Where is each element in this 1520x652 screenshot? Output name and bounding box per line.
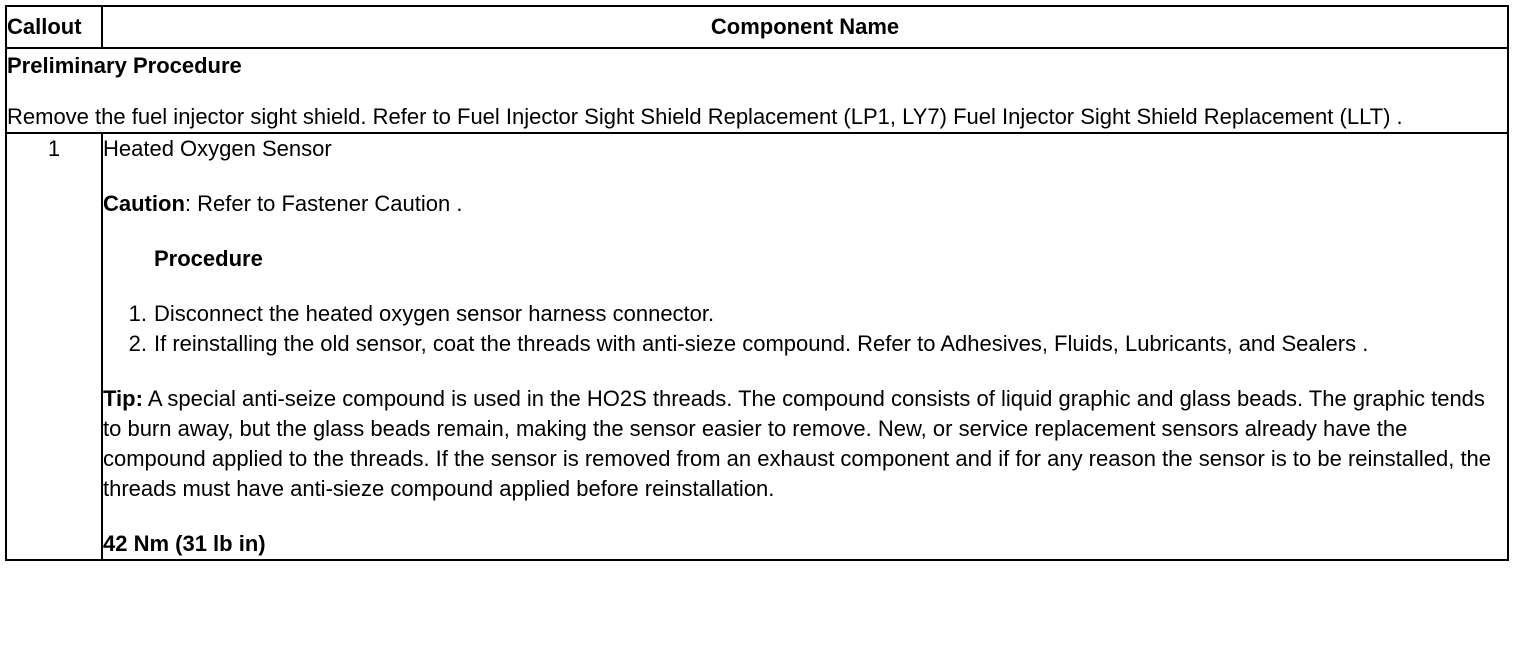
table-header-row <box>6 6 1508 48</box>
procedure-steps <box>103 299 1507 359</box>
step-number: 2. <box>128 331 147 356</box>
preliminary-cell <box>6 48 1508 133</box>
component-name-column-header: Component Name <box>102 6 1508 48</box>
caution-note <box>103 189 1507 219</box>
callout-number: 1 <box>6 133 102 560</box>
tip-note <box>103 384 1507 504</box>
procedure-table <box>5 5 1509 561</box>
torque-spec <box>103 529 1507 559</box>
preliminary-title: Preliminary Procedure <box>7 53 242 78</box>
tip-text: A special anti-seize compound is used in the HO2S threads. The compound consists of liquid graphic and glass beads. The graphic tends to burn away, but the glass beads remain, making the sensor easier to remove. New, or service replacement sensors already have the compound applied to the threads. If the sensor is removed from an exhaust component and if for any reason the sensor is to be reinstalled, the threads must have anti-sieze compound applied before reinstallation. <box>103 386 1492 501</box>
table-row <box>6 133 1508 560</box>
torque-value: 42 Nm (31 lb in) <box>103 531 266 556</box>
step-number: 1. <box>128 301 147 326</box>
step-text: Disconnect the heated oxygen sensor harness connector. <box>154 301 715 326</box>
preliminary-text: Remove the fuel injector sight shield. Refer to Fuel Injector Sight Shield Replacement (LP1, LY7) Fuel Injector Sight Shield Replacement (LLT) . <box>7 104 1403 129</box>
caution-text: : Refer to Fastener Caution . <box>184 191 463 216</box>
list-item <box>103 299 1507 329</box>
list-item <box>103 329 1507 359</box>
caution-label: Caution <box>103 191 185 216</box>
component-cell <box>102 133 1508 560</box>
procedure-title: Procedure <box>154 246 263 271</box>
preliminary-row <box>6 48 1508 133</box>
tip-label: Tip: <box>103 386 143 411</box>
callout-column-header: Callout <box>6 6 102 48</box>
step-text: If reinstalling the old sensor, coat the threads with anti-sieze compound. Refer to Adhesives, Fluids, Lubricants, and Sealers . <box>154 331 1369 356</box>
component-name: Heated Oxygen Sensor <box>103 136 332 161</box>
